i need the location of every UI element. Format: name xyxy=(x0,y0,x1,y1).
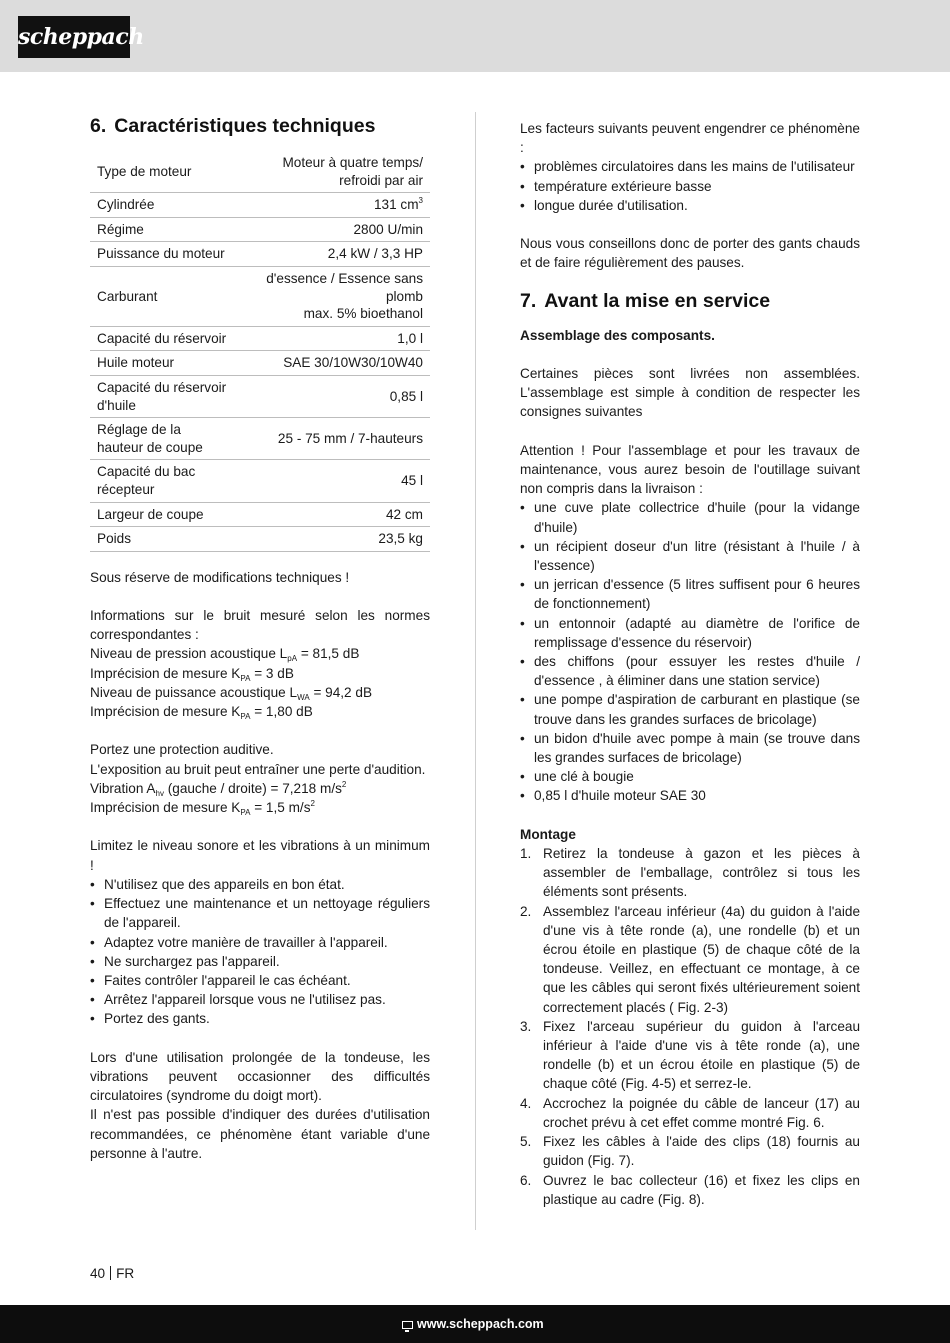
tip-item: • Faites contrôler l'appareil le cas échéant. xyxy=(90,971,430,990)
tool-item: • un jerrican d'essence (5 litres suffisent pour 6 heures de fonctionnement) xyxy=(520,575,860,613)
spec-row xyxy=(90,460,430,502)
tip-item: • Arrêtez l'appareil lorsque vous ne l'utilisez pas. xyxy=(90,990,430,1009)
right-column xyxy=(520,119,860,1209)
montage-step: 4. Accrochez la poignée du câble de lanceur (17) au crochet prévu à cet effet comme montré Fig. 6. xyxy=(520,1095,860,1130)
spec-row xyxy=(90,527,430,552)
montage-step: 6. Ouvrez le bac collecteur (16) et fixez les clips en plastique au cadre (Fig. 8). xyxy=(520,1172,860,1207)
spec-label: Capacité du bac récepteur xyxy=(90,460,245,502)
spec-value: 1,0 l xyxy=(245,326,430,351)
left-column xyxy=(90,112,430,1163)
montage-step: 5. Fixez les câbles à l'aide des clips (18) fournis au guidon (Fig. 7). xyxy=(520,1134,860,1169)
noise-intro: Informations sur le bruit mesuré selon les normes correspondantes : xyxy=(90,608,430,643)
spec-label: Carburant xyxy=(90,266,245,326)
prolonged-use-note: Lors d'une utilisation prolongée de la tondeuse, les vibrations peuvent occasionner des difficultés circulatoires (syndrome du doigt mort). xyxy=(90,1049,430,1104)
spec-label: Huile moteur xyxy=(90,351,245,376)
spec-value: 23,5 kg xyxy=(245,527,430,552)
sound-pressure-line: Niveau de pression acoustique $L_{pA} = 81,5$ dB xyxy=(90,646,360,664)
spec-value: 42 cm xyxy=(245,502,430,527)
spec-value: Moteur à quatre temps/ refroidi par air xyxy=(245,152,430,193)
spec-label: Capacité du réservoir xyxy=(90,326,245,351)
tools-list xyxy=(520,498,860,805)
spec-value: d'essence / Essence sans plomb max. 5% bioethanol xyxy=(245,266,430,326)
website-link[interactable]: www.scheppach.com xyxy=(402,1315,544,1333)
factor-item: • longue durée d'utilisation. xyxy=(520,196,860,215)
tool-item: • un bidon d'huile avec pompe à main (se trouve dans les grandes surfaces de bricolage) xyxy=(520,729,860,767)
assembly-title: Assemblage des composants. xyxy=(520,327,715,343)
section-7-title: 7. Avant la mise en service xyxy=(520,289,771,312)
spec-value: 131 $cm^3$ xyxy=(245,193,430,218)
page-number: 40 FR xyxy=(90,1266,135,1281)
duration-note: Il n'est pas possible d'indiquer des durées d'utilisation recommandées, ce phénomène étant variable d'une personne à l'autre. xyxy=(90,1107,430,1161)
protection-note: Portez une protection auditive. xyxy=(90,742,274,758)
spec-row xyxy=(90,152,430,193)
spec-label: Puissance du moteur xyxy=(90,242,245,267)
spec-label: Poids xyxy=(90,527,245,552)
spec-label: Régime xyxy=(90,217,245,242)
spec-value: 25 - 75 mm / 7-hauteurs xyxy=(245,418,430,460)
noise-values xyxy=(90,644,430,721)
factors-intro: Les facteurs suivants peuvent engendrer ce phénomène : xyxy=(520,121,860,156)
footer-bar xyxy=(0,1305,950,1343)
spec-label: Type de moteur xyxy=(90,152,245,193)
spec-value: 2800 U/min xyxy=(245,217,430,242)
sound-power-line: Niveau de puissance acoustique $L_{WA} = 94,2$ dB xyxy=(90,684,373,702)
uncertainty-line-2: Imprécision de mesure $K_{PA} = 1,80$ dB xyxy=(90,704,313,722)
tip-item: • Ne surchargez pas l'appareil. xyxy=(90,952,430,971)
factor-item: • problèmes circulatoires dans les mains de l'utilisateur xyxy=(520,157,860,176)
spec-value: 2,4 kW / 3,3 HP xyxy=(245,242,430,267)
section-6-title: 6. Caractéristiques techniques xyxy=(90,115,376,137)
montage-step: 2. Assemblez l'arceau inférieur (4a) du guidon à l'aide d'une vis à tête ronde (a), une rondelle (b) et un écrou étoile en plastique (5) de chaque côté de la tondeuse. Veillez, en effectuant ce montage, à ce que les câbles qui seront fixés ultérieurement soient correctement placés ( Fig. 2-3) xyxy=(520,903,860,1015)
monitor-icon xyxy=(402,1321,413,1329)
uncertainty-line-1: Imprécision de mesure $K_{PA} = 3$ dB xyxy=(90,665,294,683)
spec-row xyxy=(90,217,430,242)
advice-note: Nous vous conseillons donc de porter des gants chauds et de faire régulièrement des pauses. xyxy=(520,236,860,271)
tip-item: • Adaptez votre manière de travailler à l'appareil. xyxy=(90,933,430,952)
vibration-line: Vibration $A_{hv}$ (gauche / droite) = 7,218 $m/s^2$ xyxy=(90,779,347,798)
tool-item: • un récipient doseur d'un litre (résistant à l'huile / à l'essence) xyxy=(520,537,860,575)
tool-item: • une clé à bougie xyxy=(520,767,860,786)
montage-title: Montage xyxy=(520,826,576,842)
attention-note: Attention ! Pour l'assemblage et pour les travaux de maintenance, vous aurez besoin de l'outillage suivant non compris dans la livraison : xyxy=(520,442,860,497)
factors-list xyxy=(520,157,860,215)
spec-row xyxy=(90,502,430,527)
vibration-uncertainty-line: Imprécision de mesure $K_{PA} = 1,5$ $m/s^2$ xyxy=(90,799,315,818)
tip-item: • N'utilisez que des appareils en bon état. xyxy=(90,875,430,894)
tool-item: • une pompe d'aspiration de carburant en plastique (se trouve dans les grandes surfaces de bricolage) xyxy=(520,690,860,728)
tool-item: • des chiffons (pour essuyer les restes d'huile / d'essence , à éliminer dans une station service) xyxy=(520,652,860,690)
factor-item: • température extérieure basse xyxy=(520,177,860,196)
tool-item: • un entonnoir (adapté au diamètre de l'orifice de remplissage d'essence du réservoir) xyxy=(520,614,860,652)
tool-item: • une cuve plate collectrice d'huile (pour la vidange d'huile) xyxy=(520,498,860,536)
exposure-note: L'exposition au bruit peut entraîner une perte d'audition. xyxy=(90,761,426,777)
tip-item: • Effectuez une maintenance et un nettoyage réguliers de l'appareil. xyxy=(90,894,430,932)
spec-label: Largeur de coupe xyxy=(90,502,245,527)
spec-value: 0,85 l xyxy=(245,375,430,417)
spec-row xyxy=(90,242,430,267)
tips-list xyxy=(90,875,430,1029)
spec-value: 45 l xyxy=(245,460,430,502)
spec-row xyxy=(90,193,430,218)
spec-row xyxy=(90,418,430,460)
limit-note: Limitez le niveau sonore et les vibrations à un minimum ! xyxy=(90,838,430,873)
montage-steps xyxy=(520,844,860,1209)
spec-table xyxy=(90,152,430,552)
brand-logo: scheppach xyxy=(18,16,130,58)
montage-step: 3. Fixez l'arceau supérieur du guidon à l'arceau inférieur à l'aide d'une vis à tête ronde (a), une rondelle (b) et un écrou étoile en plastique (5) de chaque côté (Fig. 4-5) et serrez-le. xyxy=(520,1018,860,1092)
montage-step: 1. Retirez la tondeuse à gazon et les pièces à assembler de l'emballage, contrôlez si tous les éléments sont présents. xyxy=(520,846,860,900)
spec-row xyxy=(90,375,430,417)
spec-label: Capacité du réservoir d'huile xyxy=(90,375,245,417)
header-bar xyxy=(0,0,950,72)
spec-label: Réglage de la hauteur de coupe xyxy=(90,418,245,460)
assembly-text: Certaines pièces sont livrées non assemblées. L'assemblage est simple à condition de respecter les consignes suivantes xyxy=(520,366,860,420)
spec-row xyxy=(90,351,430,376)
column-divider xyxy=(475,112,476,1230)
tip-item: • Portez des gants. xyxy=(90,1009,430,1028)
tool-item: • 0,85 l d'huile moteur SAE 30 xyxy=(520,786,860,805)
reserve-note: Sous réserve de modifications techniques ! xyxy=(90,569,350,585)
spec-row xyxy=(90,326,430,351)
spec-value: SAE 30/10W30/10W40 xyxy=(245,351,430,376)
spec-row xyxy=(90,266,430,326)
spec-label: Cylindrée xyxy=(90,193,245,218)
